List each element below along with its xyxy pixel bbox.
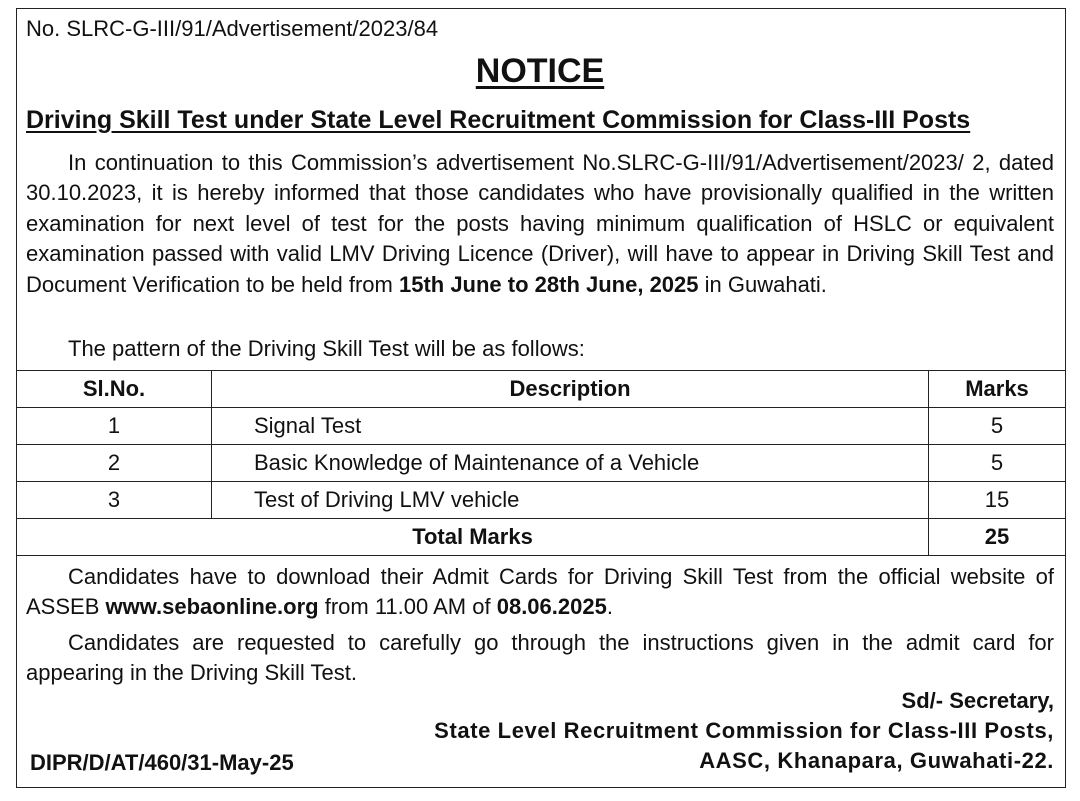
admit-card-end: .: [606, 594, 613, 620]
admit-card-date: 08.06.2025: [496, 594, 607, 620]
table-row: [17, 408, 1066, 445]
pattern-intro: The pattern of the Driving Skill Test will be as follows:: [68, 336, 585, 361]
signature-address: AASC, Khanapara, Guwahati-22.: [699, 748, 1054, 773]
test-dates: 15th June to 28th June, 2025: [398, 271, 699, 297]
header-description: Description: [212, 371, 929, 408]
admit-card-time: from 11.00 AM of: [318, 594, 497, 620]
table-row: [17, 482, 1066, 519]
paragraph-instructions: [26, 628, 1054, 689]
row-description: Basic Knowledge of Maintenance of a Vehicle: [212, 445, 929, 482]
total-marks-value: 25: [929, 519, 1066, 556]
instructions-text: Candidates are requested to carefully go through the instructions given in the admit card for appearing in the Driving Skill Test.: [26, 630, 1054, 686]
paragraph-continuation-text: In continuation to this Commission’s advertisement No.SLRC-G-III/91/Advertisement/2023/ 2, dated 30.10.2023, it is hereby informed that those candidates who have provisionally qualified in the written examination for next level of test for the posts having minimum qualification of HSLC or equivalent examination passed with valid LMV Driving Licence (Driver), will have to appear in Driving Skill Test and Document Verification to be held from: [26, 150, 1054, 297]
reference-number: No. SLRC-G-III/91/Advertisement/2023/84: [26, 16, 439, 41]
row-marks: 5: [929, 408, 1066, 445]
dipr-number: DIPR/D/AT/460/31-May-25: [30, 750, 294, 775]
row-marks: 5: [929, 445, 1066, 482]
row-description: Signal Test: [212, 408, 929, 445]
paragraph-continuation-end: in Guwahati.: [698, 271, 827, 297]
row-sl-no: 3: [17, 482, 212, 519]
marks-table: [16, 370, 1066, 556]
row-sl-no: 1: [17, 408, 212, 445]
row-description: Test of Driving LMV vehicle: [212, 482, 929, 519]
notice-title: NOTICE: [475, 52, 605, 90]
paragraph-admit-card: [26, 562, 1054, 623]
website-link[interactable]: www.sebaonline.org: [105, 594, 319, 620]
total-marks-label: Total Marks: [17, 519, 929, 556]
row-marks: 15: [929, 482, 1066, 519]
table-header-row: [17, 371, 1066, 408]
table-row: [17, 445, 1066, 482]
admit-card-text: Candidates have to download their Admit Cards for Driving Skill Test from the official website of ASSEB: [26, 564, 1054, 620]
signature-secretary: Sd/- Secretary,: [901, 688, 1054, 713]
header-marks: Marks: [929, 371, 1066, 408]
row-sl-no: 2: [17, 445, 212, 482]
notice-subtitle: Driving Skill Test under State Level Recruitment Commission for Class-III Posts: [26, 106, 971, 134]
paragraph-continuation: [26, 148, 1054, 300]
header-sl-no: Sl.No.: [17, 371, 212, 408]
table-total-row: [17, 519, 1066, 556]
signature-commission: State Level Recruitment Commission for Class-III Posts,: [434, 718, 1054, 743]
